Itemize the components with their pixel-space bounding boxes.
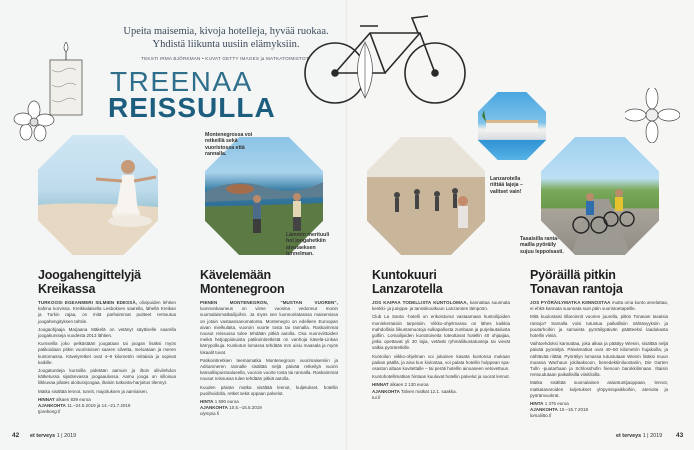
section-title-lanzarote: Kuntokuuri Lanzarotella — [372, 268, 443, 296]
footer-left: et terveys 1 | 2019 — [30, 433, 77, 439]
photo-yoga — [38, 135, 158, 255]
info-yoga: HINNAT alkaen 839 euroa AJANKOHTA 11.–24.5.2019 ja 14.–21.7.2019 tjarebong.fi — [38, 396, 131, 415]
lead-line-1: Upeita maisemia, kivoja hotelleja, hyvää ruokaa. — [123, 26, 329, 37]
link-montenegro[interactable]: olympia.fi — [200, 411, 220, 417]
info-montenegro: HINTA 1 590 euroa AJANKOHTA 10.5.–15.5.2019 olympia.fi — [200, 399, 262, 417]
caption-montenegro: Montenegrossa voi retkeillä sekä vuoristossa että rannalla. — [205, 132, 253, 158]
link-lanzarote[interactable]: tui.fi — [372, 394, 381, 400]
photo-lanzarote — [367, 137, 485, 255]
link-yoga[interactable]: tjarebong.fi — [38, 409, 61, 415]
section-title-tonava: Pyöräillä pitkin Tonavan rantoja — [530, 268, 623, 296]
section-title-montenegro: Kävelemään Montenegroon — [200, 268, 285, 296]
info-tonava: HINTA 1 375 euroa AJANKOHTA 10.–15.7.2019 lomaliitto.fi — [530, 401, 588, 419]
lead-text — [96, 25, 356, 51]
footer-right: et terveys 1 | 2019 — [616, 433, 663, 439]
caption-lanzarote: Lanzarotella riittää lajeja – valitset vain! — [490, 176, 523, 195]
page-number-right: 43 — [676, 432, 684, 439]
caption-tonava: Tasaisilla ranta-mailla pyöräily sujuu leppoisasti. — [520, 236, 564, 255]
headline-bold: REISSULLA — [108, 92, 276, 123]
link-tonava[interactable]: lomaliitto.fi — [530, 413, 552, 419]
credits: TEKSTI IRMA BJÖRKMAN • KUVAT GETTY IMAGES ja MATKATOIMISTOT — [141, 56, 309, 61]
photo-pool — [478, 92, 546, 160]
lead-line-2: Yhdistä liikunta uusiin elämyksiin. — [152, 39, 300, 50]
section-body-tonava: JOS PYÖRÄILYMATKA KIINNOSTAA mutta oma kunto arveluttaa, ei ehkä kannata suunnata suin päin vuoristoetapeille. Mitä kuulostaisi tillaroinnit vuorien juurella, pitkin Tonavan tasaisia rantoja? Samalla voisi tutustua paikallisiin nähtävyyksiin ja puutarhoihin ja samaista pyöräilypäivän päätteeksi laadukasta hotellin viiniä. Vaihtoehdoksi kannattaa, joka alkaa ja päättyy Wienin, sisältää neljä päivää pyöräilyä. Päivämatkat ovat 40–50 kilometrin hujakoilla, ja nähtävää riittää. Pyöräilyn lomassa tutustutaan Wienin lisäksi muun muassa Wachaun jokilaaksoon, benedektiiniluostariin, Die Garten Tulln -puutarhaan ja Schlosshofin hienoon barokkilinnaan. Iltaisin rentoudutaan paikallisilla viinitiloilla. Matka sisältää suomalaisen asiantuntijaoppaan, lennot, matkatavaroiden kuljetukset ylöpymispaikkoihin, aterioita ja pyöränvuokrat. HINTA 1 375 euroa AJANKOHTA 10.–15.7.2019 lomaliitto.fi — [530, 300, 668, 419]
flower-illustration-left — [12, 100, 57, 145]
flower-illustration-right — [625, 88, 680, 143]
info-lanzarote: HINNAT alkaen 2 130 euroa AJANKOHTA Talven matkat 12.1. saakka. tui.fi — [372, 382, 457, 400]
headline-light: TREENAA — [110, 66, 253, 97]
section-body-yoga: TURKOOSI EGEANMERI SILMIEN EDESSÄ, olivipuiden lehtien kahina korvissa. Kreikkalaisella Lesboksen saarella, lähellä Kreikan ja Turkin rajaa, on mitä parhaimmat puitteet rentoutua joogahengityksen tahtiin. Joogaohjaaja Marjaana Mäkelä on vetänyt säyttiselle saarella joogakursseja vuodesta 2013 lähtien. Kursseilla joko pelkästään joogataan tai joogan lisäksi myös patikoidaan pitkin vuoristoisen saaren silvetta, meloataan ja meren kuntomassa. Kävelyretket ovat 4–9 kilometrin mittaisia ja sopivat kaikille. Joogatuntieja kurssilla pidetään aamuin ja iltoin oliivilehdon kätketussa sijaitsevassa joogaaulussa. Aamu jooga on silloisua liikkuvaa pilates aloitussjoogaa, iltaisin tutkunta-harjoitus tilennyt. Matka sisältää lennot, tunnit, majoituksen ja aamiaisen. HINNAT alkaen 839 euroa AJANKOHTA 11.–24.5.2019 ja 14.–21.7.2019 tjarebong.fi — [38, 300, 176, 415]
section-title-yoga: Joogahengittelyjä Kreikassa — [38, 268, 141, 296]
section-body-lanzarote: JOS KAIPAA TODELLISTA KUNTOLOMAA, kannattaa suunnata kenkki- ja jumppa- ja tanssikoutkuun Lanzaroten lämpöön. Club La Santa -hotelli on erikoistunut vastaamaan kuntoilijoiden moninkertaisiin tarpeisiin. Viikko-ohjelmassa on lähes kaikkia mahdollisia liikuntamuotoja sulkapallosta zumbaan ja purjelautailusta golfiin. Lomailijoiden kuntotoiveita toteuttavat hotellin 40 ohjaajaa, jotka opettavat yli 30 lajia, vetävät ryhmäliikuntatunteja tai vievät valkia pyöräretkille. Kuntoilun viikko-ohjelman voi jokainen kasata kuntonsa mukaan paikan päällä, ja aina kun kiolostaa, voi palata hotellin hulppean spa-osaston altaan kuvitettalle – tai peräti hotellin ainoaseen vetovettuun. Kuntohotellimatkan hintaan kuuluvat hotellin palvelut ja suorat lennot. HINNAT alkaen 2 130 euroa AJANKOHTA Talven matkat 12.1. saakka. tui.fi — [372, 300, 510, 400]
section-body-montenegro: PIENEN MONTENEGRON, "MUSTAN VUOREN", luonnonkauneus on viime vuosina vedonnut monin suomalaismatkailijoihin. Ja myös sen luonnonlatasssa maisemissa on jotain vastaansanomatonta. Montenegro on edelleen Euroopan aivan mielkulaita, vuoroin vuorte tosta tai rannalla. Raskaimmat nousut reissussa tulee tehdään pitkiä autolla. Osa vuoroviittoiden meikä hetjoppiukuista patikointiretkistä on vanhoja kävelä-Linkan kärrypolkuja. Kunkotun lomassa tehdään mm uisiu maasala ja myös lokaalit tuvat. Patikointiretkien teemamatka Montenegroon vuorimaisemiin ja Adrianmeren rannalle sisältää neljä päivää retkeilyä vuorin kansallispuistoalueella, vuoroin vuorte tosta tai rannalla. Raskaimmat nousut reissussa tulee tehdään pitkiä autolla. Kuuden päivän matka sisältää lennot, kuljetukset, hotellin puolihoidolla, retket sekä oppaan palvelut. HINTA 1 590 euroa AJANKOHTA 10.5.–15.5.2019 olympia.fi — [200, 300, 338, 417]
caption-yoga: Lämmin merituuli hoi joogahetkiin aivutaeksen tunnelman. — [286, 232, 330, 258]
page-number-left: 42 — [12, 432, 20, 439]
